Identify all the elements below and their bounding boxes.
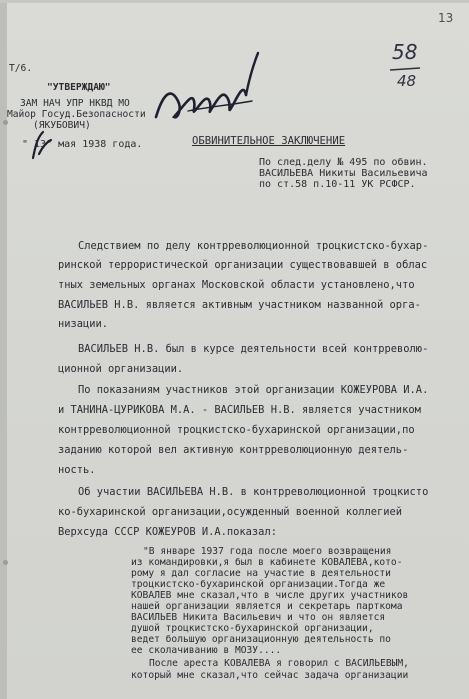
body-line: ность.	[58, 464, 96, 476]
approve-name: (ЯКУБОВИЧ)	[33, 120, 91, 131]
binding-hole	[3, 560, 8, 565]
case-line-2: ВАСИЛЬЕВА Никиты Васильевича	[259, 168, 428, 179]
quote-line: "В январе 1937 года после моего возвращения	[143, 546, 392, 557]
page-top-edge	[0, 0, 469, 3]
body-line: и ТАНИНА-ЦУРИКОВА М.А. - ВАСИЛЬЕВ Н.В. является участником	[58, 404, 421, 416]
body-line: ВАСИЛЬЕВ Н.В. был в курсе деятельности всей контрреволю-	[78, 343, 429, 355]
handwritten-page-number-top: 58	[392, 40, 418, 64]
quote-line: нашей организации является и секретарь парткома	[131, 601, 403, 612]
quote-line: ее сколачиванию в МОЗУ....	[131, 645, 282, 656]
page-left-edge	[0, 0, 7, 699]
quote-line: ведет большую организационную деятельность по	[131, 634, 391, 645]
document-title: ОБВИНИТЕЛЬНОЕ ЗАКЛЮЧЕНИЕ	[192, 135, 346, 147]
handwritten-page-number-bottom: 48	[397, 72, 417, 90]
quote-line: душой троцкистско-бухаринской организации,	[131, 623, 374, 634]
body-line: ко-бухаринской организации,осужденный военной коллегией	[58, 506, 403, 518]
approval-signature	[148, 45, 266, 135]
sheet-number: 13	[438, 11, 454, 25]
body-line: низации.	[58, 318, 109, 330]
body-line: тных земельных органах Московской области установлено,что	[58, 279, 415, 291]
approve-position: ЗАМ НАЧ УПР НКВД МО	[20, 98, 130, 109]
approve-rank: Майор Госуд.Безопасности	[7, 109, 146, 120]
quote-line: который мне сказал,что сейчас задача организации	[131, 670, 409, 681]
handwritten-date-mark	[25, 128, 55, 162]
document-reference: Т/6.	[9, 63, 33, 74]
body-line: Верхсуда СССР КОЖЕУРОВ И.А.показал:	[58, 526, 277, 538]
case-line-1: По след.делу № 495 по обвин.	[259, 157, 428, 168]
quote-line: из командировки,я был в кабинете КОВАЛЕВА,кото-	[131, 557, 403, 568]
body-line: заданию которой вел активную контрреволюционную деятель-	[58, 444, 409, 456]
body-line: ринской террористической организации существовавшей в облас	[58, 259, 428, 271]
approve-label: "УТВЕРЖДАЮ"	[47, 82, 111, 93]
quote-line: троцкистско-бухаринской организации.Тогда же	[131, 579, 386, 590]
body-line: ционной организации.	[58, 363, 184, 375]
approve-date: " 13" мая 1938 года.	[22, 139, 143, 150]
body-line: По показаниям участников этой организации КОЖЕУРОВА И.А.	[78, 384, 429, 396]
case-line-3: по ст.58 п.10-11 УК РСФСР.	[259, 179, 416, 190]
quote-line: ВАСИЛЬЕВ Никита Васильевич и что он является	[131, 612, 386, 623]
quote-line: После ареста КОВАЛЕВА я говорил с ВАСИЛЬЕВЫМ,	[149, 658, 409, 669]
body-line: контрреволюционной троцкистско-бухаринской организации,по	[58, 424, 415, 436]
body-line: ВАСИЛЬЕВ Н.В. является активным участником названной орга-	[58, 299, 421, 311]
body-line: Об участии ВАСИЛЬЕВА Н.В. в контрреволюционной троцкисто	[78, 486, 429, 498]
quote-line: рому я дал согласие на участие в деятельности	[131, 568, 391, 579]
quote-line: КОВАЛЕВ мне сказал,что в числе других участников	[131, 590, 409, 601]
body-line: Следствием по делу контрреволюционной троцкистско-бухар-	[78, 240, 429, 252]
